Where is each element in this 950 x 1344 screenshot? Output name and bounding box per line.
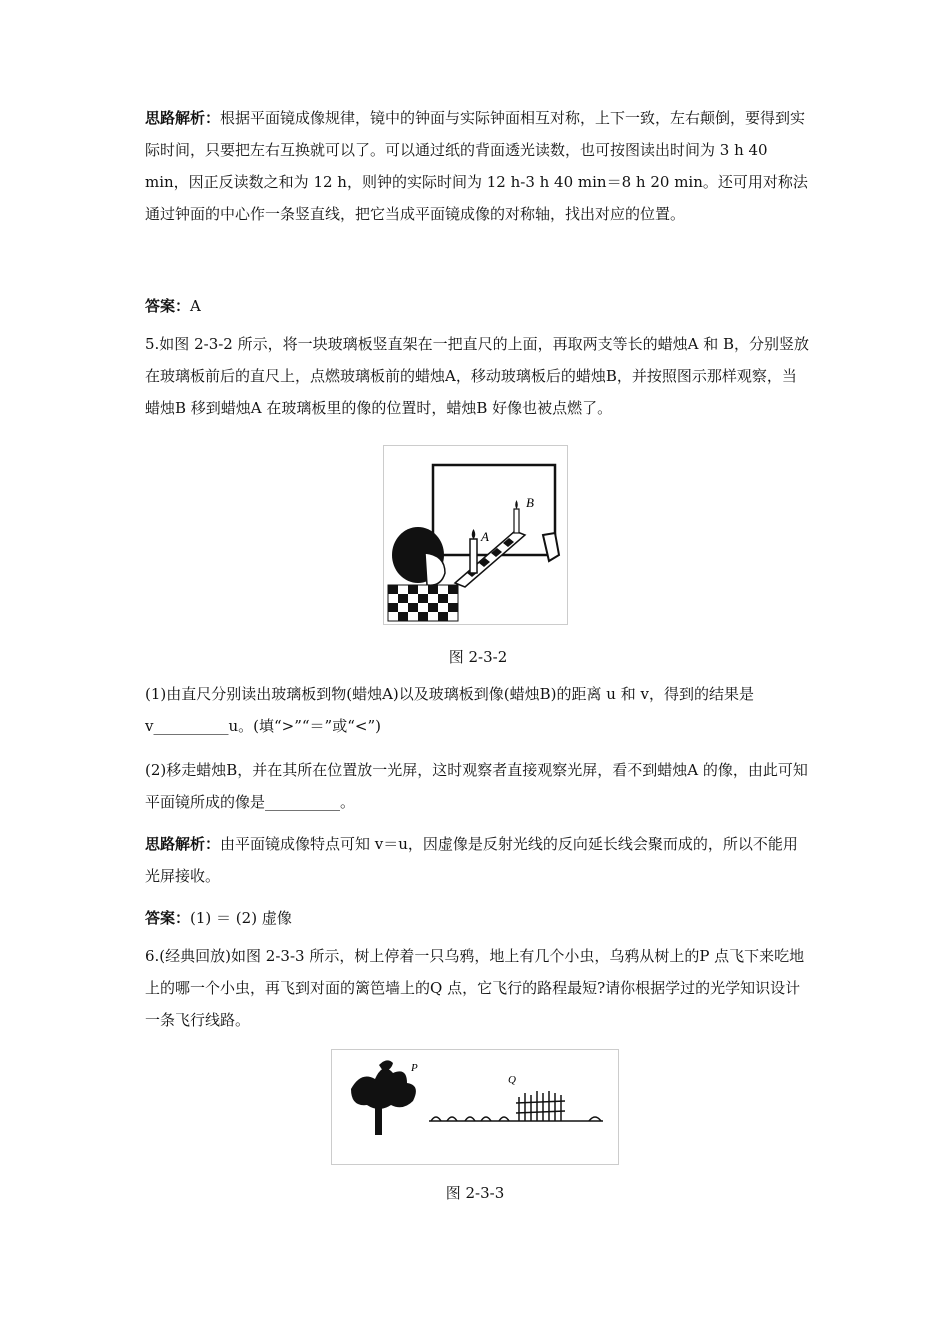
- q4-answer: [145, 290, 810, 322]
- q4-analysis-label: 思路解析：: [145, 109, 221, 127]
- glass-plate: [433, 465, 555, 555]
- label-q: Q: [508, 1074, 516, 1086]
- q5-answer-label: 答案：: [145, 909, 191, 927]
- figure-2-3-3-caption: 图 2-3-3: [445, 1184, 505, 1202]
- q4-answer-text: A: [190, 297, 201, 315]
- q5-analysis-text: 由平面镜成像特点可知 v＝u，因虚像是反射光线的反向延长线会聚而成的，所以不能用光屏接收。: [145, 835, 798, 885]
- q4-analysis-text: 根据平面镜成像规律，镜中的钟面与实际钟面相互对称，上下一致，左右颠倒，要得到实际时间，只要把左右互换就可以了。可以通过纸的背面透光读数，也可按图读出时间为 3 h 40 min，因正反读数之和为 12 h，则钟的实际时间为 12 h-3 h 40 min＝8 h 20 min。还可用对称法通过钟面的中心作一条竖直线，把它当成平面镜成像的对称轴，找出对应的位置。: [145, 109, 808, 223]
- q4-analysis: [145, 102, 810, 230]
- label-b: B: [526, 495, 534, 510]
- q5-sub2: (2)移走蜡烛B，并在其所在位置放一光屏，这时观察者直接观察光屏，看不到蜡烛A 的像，由此可知平面镜所成的像是__________。: [145, 761, 808, 811]
- figure-2-3-2: [383, 445, 568, 625]
- q5-answer: [145, 902, 810, 934]
- q5-sub1: (1)由直尺分别读出玻璃板到物(蜡烛A)以及玻璃板到像(蜡烛B)的距离 u 和 v，得到的结果是 v__________u。(填“>”“＝”或“<”): [145, 685, 754, 735]
- q6-stem: 6.(经典回放)如图 2-3-3 所示，树上停着一只乌鸦，地上有几个小虫，乌鸦从树上的P 点飞下来吃地上的哪一个小虫，再飞到对面的篱笆墙上的Q 点，它飞行的路程最短?请你根据学过的光学知识设计一条飞行线路。: [145, 947, 805, 1029]
- label-p: P: [411, 1062, 418, 1074]
- candle-a: [470, 539, 477, 573]
- observer-shirt: [388, 585, 458, 621]
- q5-analysis-label: 思路解析：: [145, 835, 221, 853]
- q5-answer-text: (1) ＝ (2) 虚像: [190, 909, 292, 927]
- label-a: A: [481, 529, 489, 544]
- figure-2-3-2-caption: 图 2-3-2: [448, 648, 508, 666]
- candle-b: [514, 509, 519, 533]
- q5-analysis: [145, 828, 810, 892]
- q4-answer-label: 答案：: [145, 297, 191, 315]
- figure-2-3-3: [331, 1049, 619, 1165]
- q5-stem: 5.如图 2-3-2 所示，将一块玻璃板竖直架在一把直尺的上面，再取两支等长的蜡烛A 和 B，分别竖放在玻璃板前后的直尺上，点燃玻璃板前的蜡烛A，移动玻璃板后的蜡烛B，并按照图示那样观察，当蜡烛B 移到蜡烛A 在玻璃板里的像的位置时，蜡烛B 好像也被点燃了。: [145, 335, 810, 417]
